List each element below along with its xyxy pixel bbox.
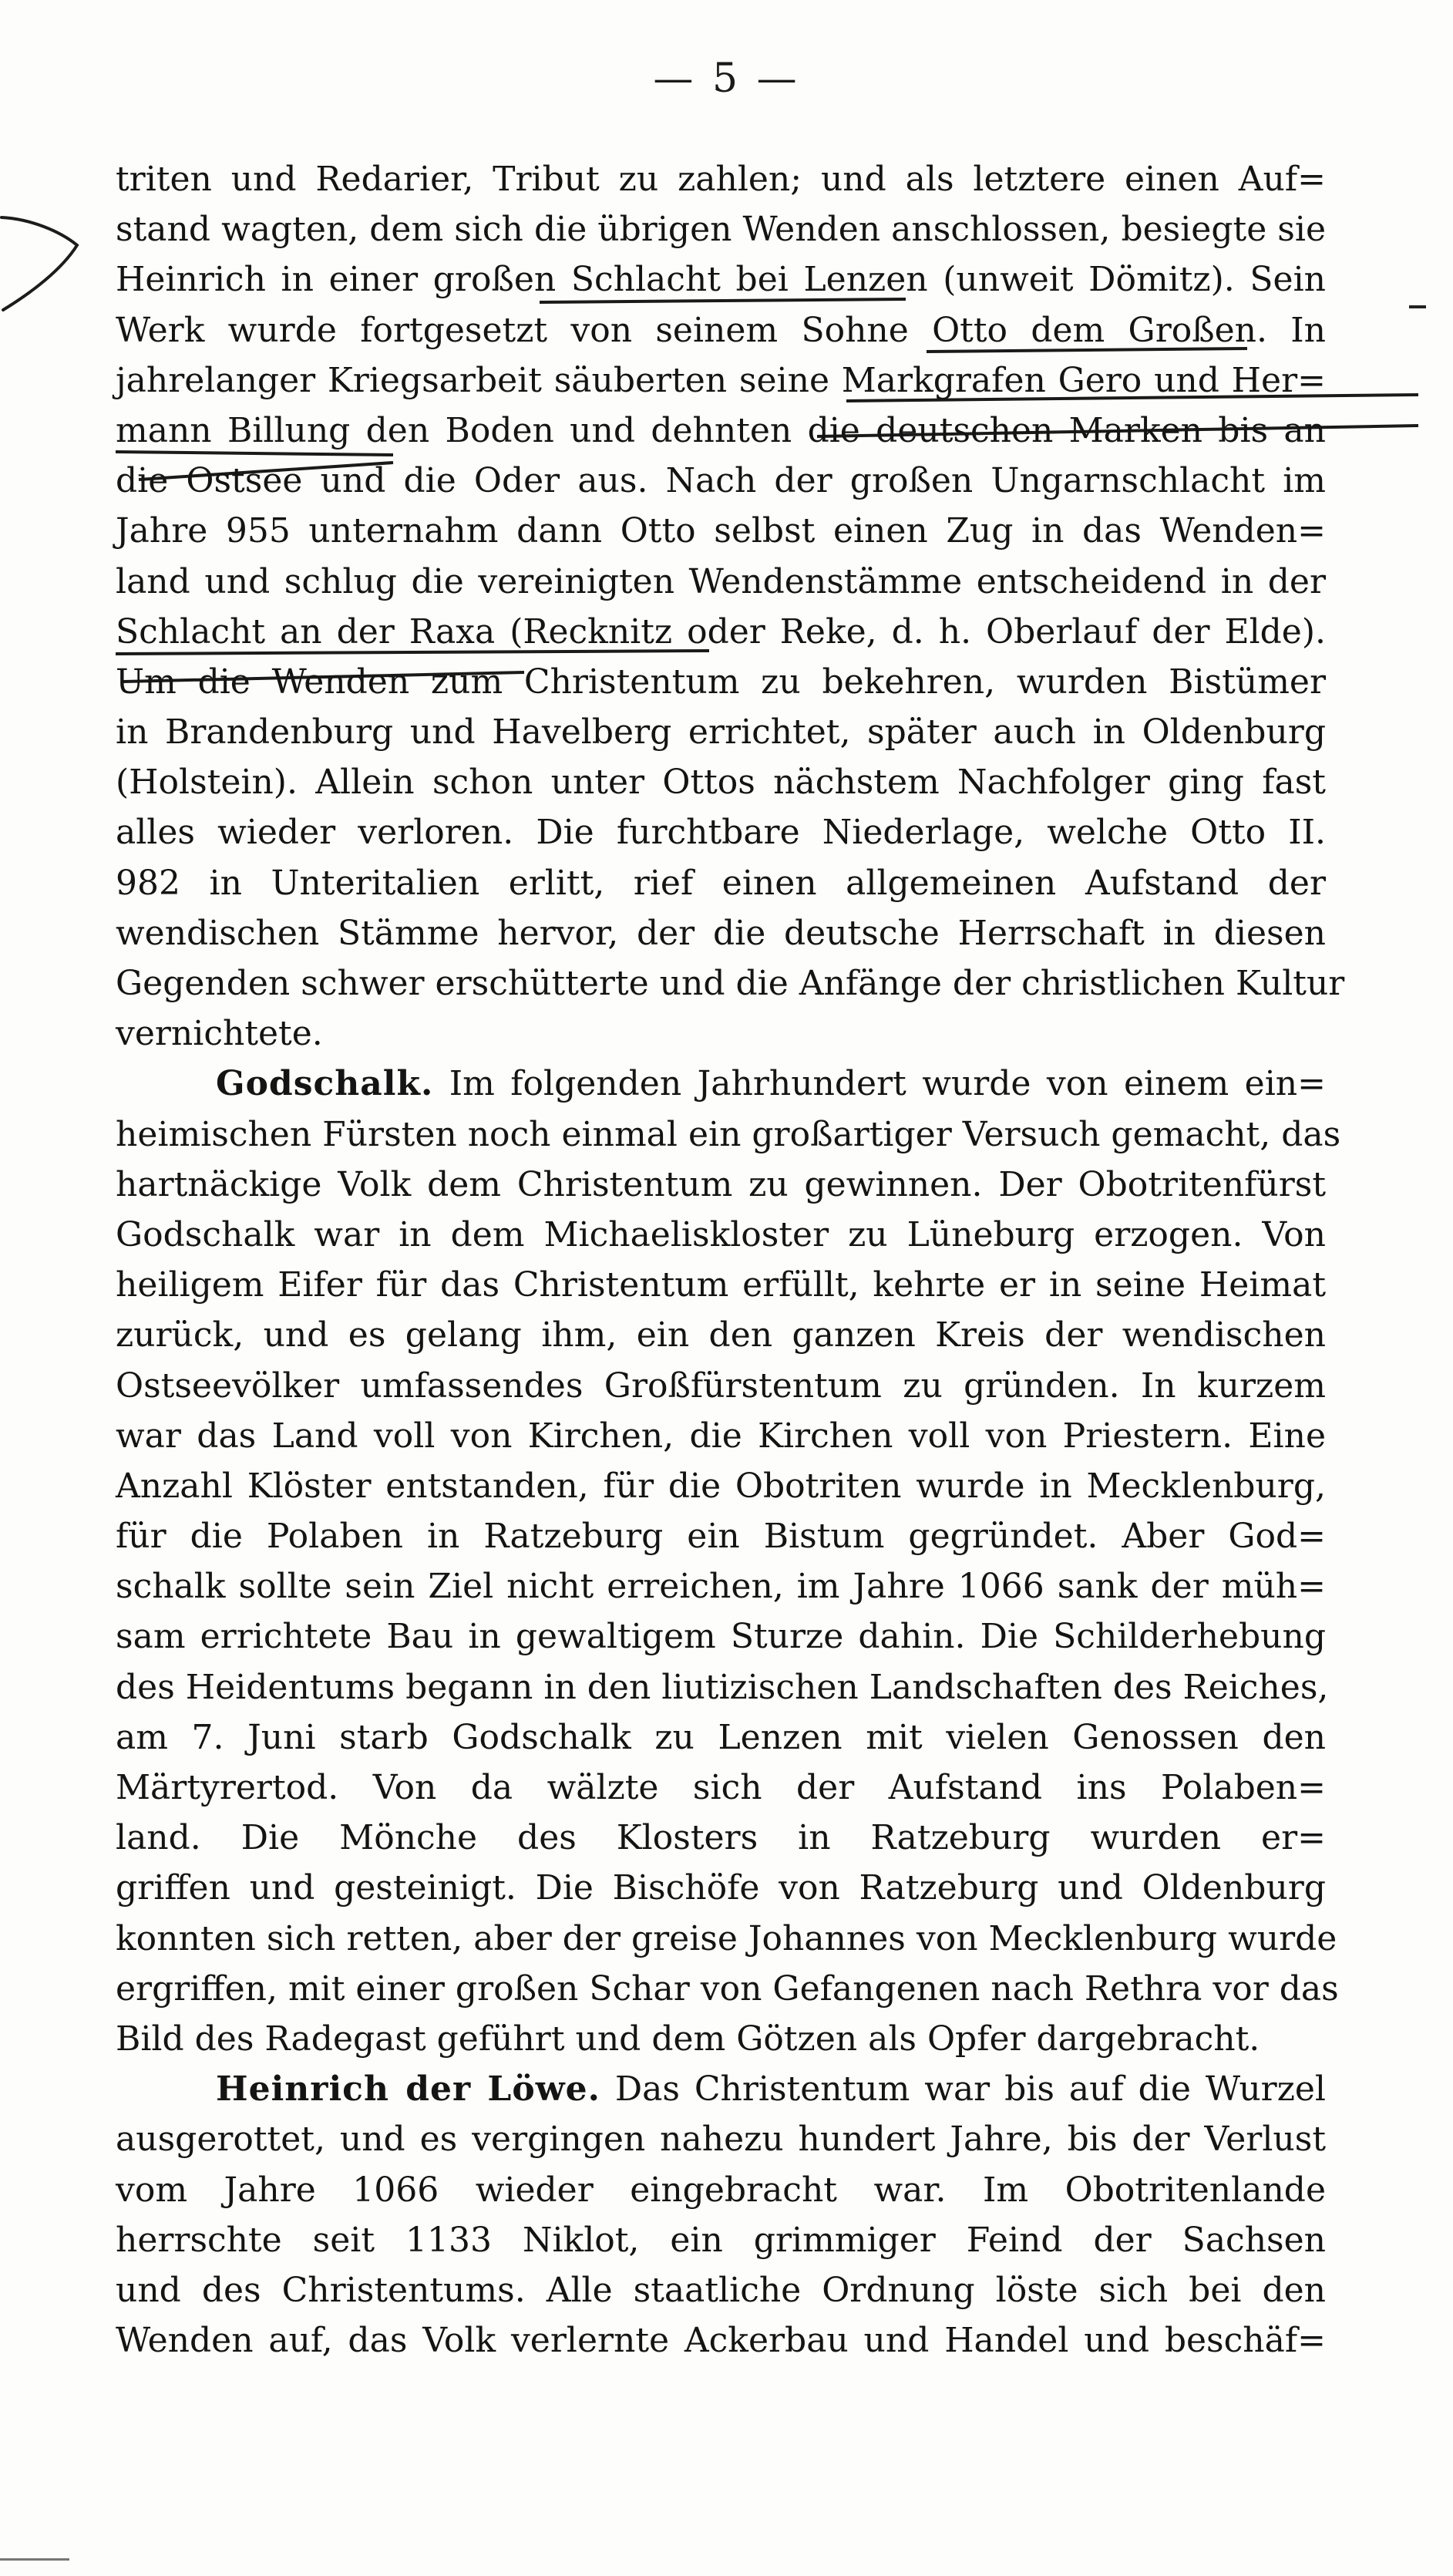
text-line: Werk wurde fortgesetzt von seinem Sohne Otto dem Großen. In xyxy=(116,310,1326,350)
section-first-line xyxy=(116,2064,1326,2114)
text-line: 982 in Unteritalien erlitt, rief einen allgemeinen Aufstand der xyxy=(116,863,1326,903)
text-line: am 7. Juni starb Godschalk zu Lenzen mit vielen Genossen den xyxy=(116,1717,1326,1757)
section-heading-heinrich-der-loewe: Heinrich der Löwe. xyxy=(216,2069,600,2110)
text-line: für die Polaben in Ratzeburg ein Bistum gegründet. Aber God= xyxy=(116,1517,1326,1557)
text-line: Um die Wenden zum Christentum zu bekehren, wurden Bistümer xyxy=(116,662,1326,702)
section-heading-godschalk: Godschalk. xyxy=(216,1064,434,1104)
text-line: schalk sollte sein Ziel nicht erreichen, im Jahre 1066 sank der müh= xyxy=(116,1567,1326,1607)
text-line: vom Jahre 1066 wieder eingebracht war. Im Obotritenlande xyxy=(116,2170,1326,2210)
text-line: Anzahl Klöster entstanden, für die Obotriten wurde in Mecklenburg, xyxy=(116,1466,1326,1506)
body-text xyxy=(116,154,1345,2366)
text-line: land und schlug die vereinigten Wendenstämme entscheidend in der xyxy=(116,561,1326,601)
text-run: Das Christentum war bis auf die Wurzel xyxy=(614,2069,1326,2110)
text-line: sam errichtete Bau in gewaltigem Sturze dahin. Die Schilderhebung xyxy=(116,1617,1326,1657)
text-line: wendischen Stämme hervor, der die deutsche Herrschaft in diesen xyxy=(116,913,1326,953)
text-line: heiligem Eifer für das Christentum erfüllt, kehrte er in seine Heimat xyxy=(116,1265,1326,1305)
text-line: griffen und gesteinigt. Die Bischöfe von Ratzeburg und Oldenburg xyxy=(116,1868,1326,1908)
text-line: Ostseevölker umfassendes Großfürstentum zu gründen. In kurzem xyxy=(116,1365,1326,1406)
page-number: — 5 — xyxy=(653,56,800,102)
text-line: zurück, und es gelang ihm, ein den ganzen Kreis der wendischen xyxy=(116,1315,1326,1355)
text-line: mann Billung den Boden und dehnten die deutschen Marken bis an xyxy=(116,410,1326,450)
section-first-line xyxy=(116,1059,1326,1109)
text-line: land. Die Mönche des Klosters in Ratzeburg wurden er= xyxy=(116,1818,1326,1858)
text-line: herrschte seit 1133 Niklot, ein grimmiger Feind der Sachsen xyxy=(116,2220,1326,2260)
text-line: ergriffen, mit einer großen Schar von Gefangenen nach Rethra vor das xyxy=(116,1968,1339,2009)
text-line: alles wieder verloren. Die furchtbare Niederlage, welche Otto II. xyxy=(116,813,1326,853)
text-line: (Holstein). Allein schon unter Ottos nächstem Nachfolger ging fast xyxy=(116,763,1326,803)
text-line: vernichtete. xyxy=(116,1014,323,1054)
text-run: Im folgenden Jahrhundert wurde von einem ein= xyxy=(449,1064,1326,1104)
text-line: konnten sich retten, aber der greise Johannes von Mecklenburg wurde xyxy=(116,1918,1337,1958)
text-line: triten und Redarier, Tribut zu zahlen; und als letztere einen Auf= xyxy=(116,160,1326,199)
text-line: ausgerottet, und es vergingen nahezu hundert Jahre, bis der Verlust xyxy=(116,2120,1326,2160)
text-line: Märtyrertod. Von da wälzte sich der Aufstand ins Polaben= xyxy=(116,1768,1326,1807)
text-line: heimischen Fürsten noch einmal ein großartiger Versuch gemacht, das xyxy=(116,1114,1341,1154)
margin-bracket-mark xyxy=(0,200,85,324)
text-line: Godschalk war in dem Michaeliskloster zu Lüneburg erzogen. Von xyxy=(116,1214,1326,1254)
text-line: Heinrich in einer großen Schlacht bei Lenzen (unweit Dömitz). Sein xyxy=(116,260,1326,300)
text-line: Jahre 955 unternahm dann Otto selbst einen Zug in das Wenden= xyxy=(116,511,1326,551)
text-line: und des Christentums. Alle staatliche Ordnung löste sich bei den xyxy=(116,2270,1326,2310)
text-line: Bild des Radegast geführt und dem Götzen als Opfer dargebracht. xyxy=(116,2019,1260,2059)
margin-tick-mark xyxy=(1409,305,1426,308)
text-line: die Ostsee und die Oder aus. Nach der großen Ungarnschlacht im xyxy=(116,461,1326,501)
text-line: Gegenden schwer erschütterte und die Anfänge der christlichen Kultur xyxy=(116,964,1345,1003)
text-line: in Brandenburg und Havelberg errichtet, später auch in Oldenburg xyxy=(116,712,1326,753)
text-line: jahrelanger Kriegsarbeit säuberten seine Markgrafen Gero und Her= xyxy=(116,360,1326,400)
scan-edge-mark xyxy=(0,2558,69,2561)
text-line: des Heidentums begann in den liutizischen Landschaften des Reiches, xyxy=(116,1667,1329,1707)
text-line: Schlacht an der Raxa (Recknitz oder Reke, d. h. Oberlauf der Elde). xyxy=(116,611,1326,652)
text-line: hartnäckige Volk dem Christentum zu gewinnen. Der Obotritenfürst xyxy=(116,1164,1326,1204)
text-line: stand wagten, dem sich die übrigen Wenden anschlossen, besiegte sie xyxy=(116,210,1326,250)
text-line: war das Land voll von Kirchen, die Kirchen voll von Priestern. Eine xyxy=(116,1416,1326,1456)
text-line: Wenden auf, das Volk verlernte Ackerbau und Handel und beschäf= xyxy=(116,2321,1326,2361)
